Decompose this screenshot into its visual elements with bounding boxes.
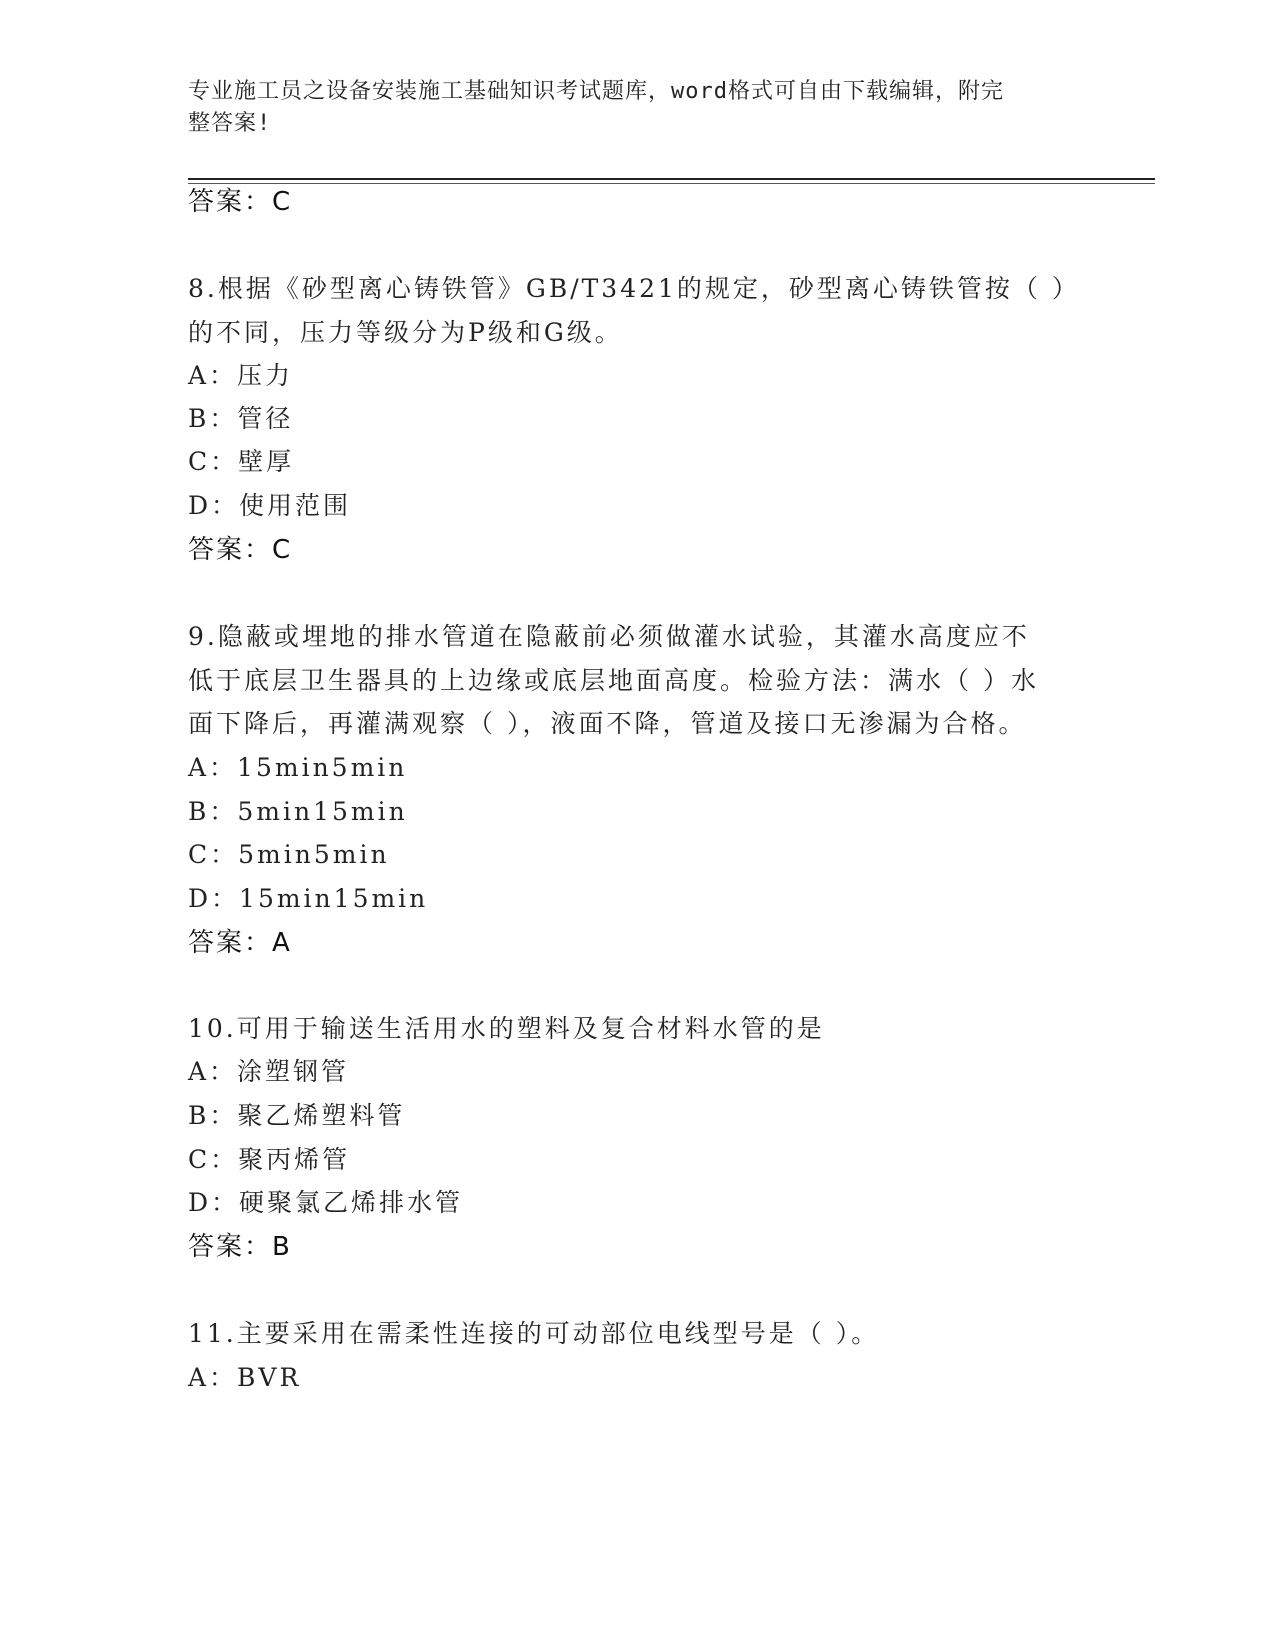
option-a: A：涂塑钢管 [188,1057,350,1086]
answer-label: 答案：A [188,928,292,958]
answer-label: 答案：C [188,187,293,217]
option-a: A：15min5min [188,753,408,782]
header-line-2: 整答案! [188,111,272,136]
option-d: D：15min15min [188,884,429,913]
option-c: C：聚丙烯管 [188,1145,351,1174]
option-d: D：硬聚氯乙烯排水管 [188,1188,464,1217]
question-stem-line: 8.根据《砂型离心铸铁管》GB/T3421的规定，砂型离心铸铁管按（ ） [188,274,1080,303]
answer-label: 答案：C [188,535,293,565]
question-stem-line: 10.可用于输送生活用水的塑料及复合材料水管的是 [188,1014,825,1043]
header-divider [188,178,1155,180]
question-stem-line: 11.主要采用在需柔性连接的可动部位电线型号是（ ）。 [188,1319,880,1348]
document-header [188,76,1068,140]
option-c: C：5min5min [188,840,390,869]
question-stem-line: 9.隐蔽或埋地的排水管道在隐蔽前必须做灌水试验，其灌水高度应不 [188,622,1030,651]
option-b: B：聚乙烯塑料管 [188,1101,406,1130]
header-divider-thin [188,183,1155,184]
answer-label: 答案：B [188,1232,292,1262]
question-stem-line: 的不同，压力等级分为P级和G级。 [188,318,623,347]
option-b: B：5min15min [188,797,408,826]
question-stem-line: 面下降后，再灌满观察（ ），液面不降，管道及接口无渗漏为合格。 [188,709,1027,738]
option-a: A：BVR [188,1363,302,1392]
header-line-1: 专业施工员之设备安装施工基础知识考试题库，word格式可自由下载编辑，附完 [188,79,1004,104]
question-stem-line: 低于底层卫生器具的上边缘或底层地面高度。检验方法：满水（ ）水 [188,666,1039,695]
option-a: A：压力 [188,361,294,390]
option-d: D：使用范围 [188,491,352,520]
option-b: B：管径 [188,404,294,433]
option-c: C：壁厚 [188,447,295,476]
